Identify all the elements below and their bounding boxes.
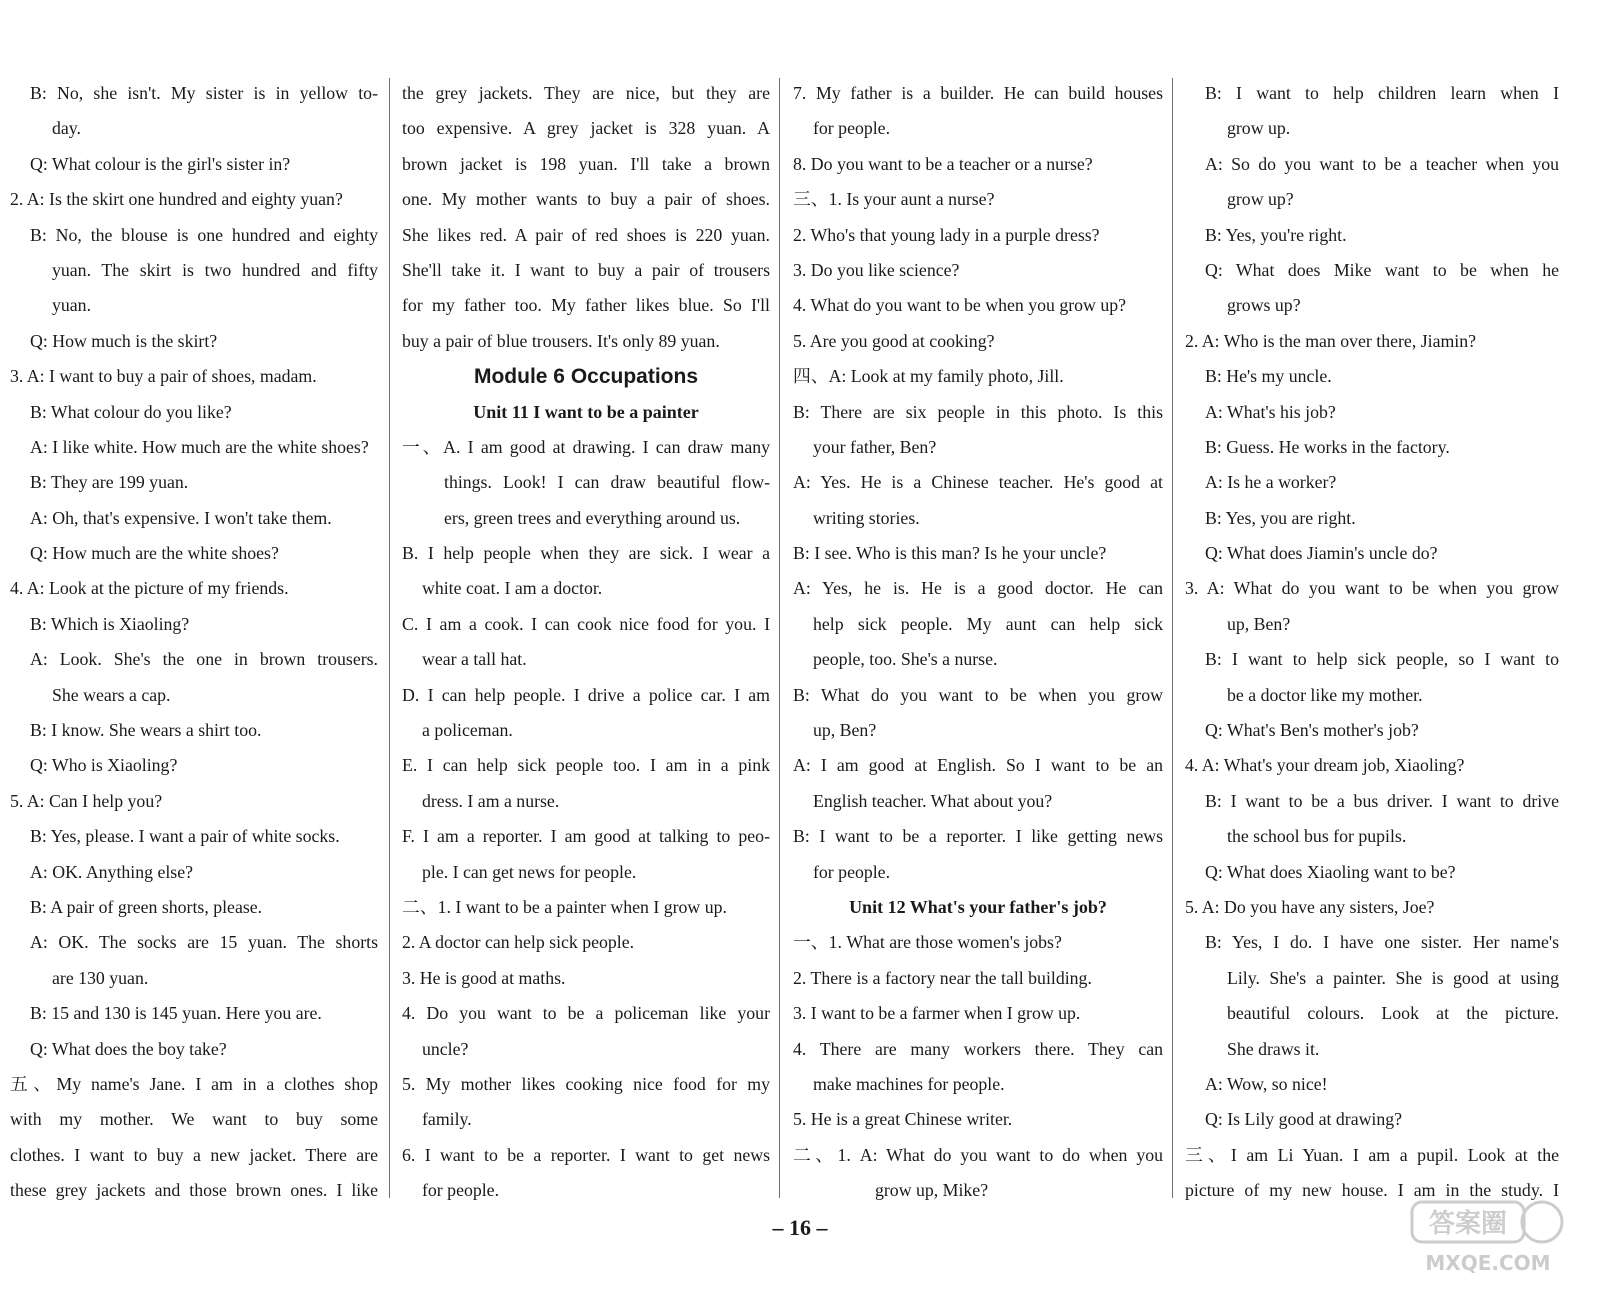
text-line: 4. There are many workers there. They can: [793, 1038, 1163, 1059]
text-line: dress. I am a nurse.: [422, 790, 560, 811]
text-line: 二、1. A: What do you want to do when you: [793, 1144, 1163, 1165]
text-line: English teacher. What about you?: [813, 790, 1053, 811]
text-line: A: Wow, so nice!: [1205, 1073, 1328, 1094]
text-line: Q: What's Ben's mother's job?: [1205, 720, 1419, 741]
text-line: 5. A: Do you have any sisters, Joe?: [1185, 896, 1435, 917]
text-line: She likes red. A pair of red shoes is 220 yuan.: [402, 224, 770, 245]
text-line: 8. Do you want to be a teacher or a nurse?: [793, 153, 1093, 174]
text-line: A: So do you want to be a teacher when you: [1205, 153, 1559, 174]
text-line: people, too. She's a nurse.: [813, 649, 998, 670]
text-line: 4. A: Look at the picture of my friends.: [10, 578, 289, 599]
watermark-text-cn: 答案圈: [1428, 1209, 1508, 1239]
text-line: up, Ben?: [1227, 613, 1291, 634]
text-line: B. I help people when they are sick. I wear a: [402, 543, 770, 564]
text-line: She'll take it. I want to buy a pair of trousers: [402, 259, 770, 280]
text-line: A: OK. Anything else?: [30, 861, 193, 882]
text-line: A: Yes. He is a Chinese teacher. He's good at: [793, 472, 1163, 493]
text-line: B: Yes, please. I want a pair of white socks.: [30, 826, 340, 847]
text-line: grows up?: [1227, 295, 1301, 316]
text-line: yuan.: [52, 295, 92, 316]
text-line: 5. He is a great Chinese writer.: [793, 1109, 1013, 1130]
text-line: B: I see. Who is this man? Is he your uncle?: [793, 543, 1107, 564]
text-line: B: Which is Xiaoling?: [30, 613, 190, 634]
text-line: 二、1. I want to be a painter when I grow up.: [402, 896, 727, 917]
text-line: 三、1. Is your aunt a nurse?: [793, 189, 995, 210]
text-line: brown jacket is 198 yuan. I'll take a brown: [402, 153, 770, 174]
text-line: 2. Who's that young lady in a purple dress?: [793, 224, 1100, 245]
text-line: day.: [52, 118, 81, 139]
text-line: ers, green trees and everything around us.: [444, 507, 741, 528]
text-line: 3. I want to be a farmer when I grow up.: [793, 1003, 1081, 1024]
text-line: C. I am a cook. I can cook nice food for you. I: [402, 613, 770, 634]
text-line: 6. I want to be a reporter. I want to get news: [402, 1144, 770, 1165]
text-line: B: Yes, I do. I have one sister. Her name's: [1205, 932, 1559, 953]
text-line: 3. He is good at maths.: [402, 967, 566, 988]
text-line: A: Look. She's the one in brown trousers.: [30, 649, 378, 670]
text-line: Q: Who is Xiaoling?: [30, 755, 178, 776]
text-line: picture of my new house. I am in the study. I: [1185, 1180, 1559, 1201]
text-line: B: What do you want to be when you grow: [793, 684, 1163, 705]
text-line: 五、My name's Jane. I am in a clothes shop: [10, 1073, 378, 1094]
text-line: the school bus for pupils.: [1227, 826, 1407, 847]
text-line: A: Yes, he is. He is a good doctor. He can: [793, 578, 1163, 599]
text-line: B: I know. She wears a shirt too.: [30, 720, 262, 741]
text-line: Q: What does the boy take?: [30, 1038, 227, 1059]
text-line: white coat. I am a doctor.: [422, 578, 603, 599]
text-line: buy a pair of blue trousers. It's only 89 yuan.: [402, 330, 720, 351]
text-column-4: [1185, 76, 1559, 1226]
column-divider: [779, 78, 780, 1198]
text-line: B: Yes, you are right.: [1205, 507, 1356, 528]
text-line: 一、A. I am good at drawing. I can draw many: [402, 436, 770, 457]
text-line: grow up, Mike?: [875, 1180, 989, 1201]
text-line: B: Yes, you're right.: [1205, 224, 1347, 245]
text-line: A: OK. The socks are 15 yuan. The shorts: [30, 932, 378, 953]
text-line: these grey jackets and those brown ones. I like: [10, 1180, 378, 1201]
text-line: 2. There is a factory near the tall building.: [793, 967, 1092, 988]
text-line: 3. Do you like science?: [793, 259, 960, 280]
text-line: Q: What does Mike want to be when he: [1205, 259, 1559, 280]
text-line: B: I want to be a bus driver. I want to drive: [1205, 790, 1559, 811]
text-line: Lily. She's a painter. She is good at using: [1227, 967, 1559, 988]
text-line: 3. A: I want to buy a pair of shoes, madam.: [10, 366, 317, 387]
text-line: 4. A: What's your dream job, Xiaoling?: [1185, 755, 1465, 776]
text-line: the grey jackets. They are nice, but they are: [402, 83, 770, 103]
text-line: for my father too. My father likes blue. So I'll: [402, 295, 770, 316]
text-line: 2. A: Is the skirt one hundred and eighty yuan?: [10, 189, 343, 210]
text-line: E. I can help sick people too. I am in a pink: [402, 755, 770, 776]
text-line: yuan. The skirt is two hundred and fifty: [52, 259, 378, 280]
text-line: with my mother. We want to buy some: [10, 1109, 378, 1130]
text-line: B: No, she isn't. My sister is in yellow to-: [30, 83, 378, 103]
text-line: A: I like white. How much are the white shoes?: [30, 436, 369, 457]
column-divider: [389, 78, 390, 1198]
text-line: Q: What colour is the girl's sister in?: [30, 153, 291, 174]
text-line: wear a tall hat.: [422, 649, 527, 670]
text-line: 4. Do you want to be a policeman like your: [402, 1003, 770, 1024]
text-column-2: [402, 76, 770, 1226]
text-line: B: There are six people in this photo. Is this: [793, 401, 1163, 422]
text-line: grow up?: [1227, 189, 1294, 210]
text-line: D. I can help people. I drive a police car. I am: [402, 684, 770, 705]
text-line: B: What colour do you like?: [30, 401, 232, 422]
text-line: clothes. I want to buy a new jacket. There are: [10, 1144, 378, 1165]
text-line: B: No, the blouse is one hundred and eighty: [30, 224, 378, 245]
text-line: Q: How much is the skirt?: [30, 330, 218, 351]
text-line: Q: How much are the white shoes?: [30, 543, 279, 564]
module-heading: Module 6 Occupations: [473, 365, 699, 389]
text-line: B: I want to help sick people, so I want to: [1205, 649, 1559, 670]
text-line: your father, Ben?: [813, 436, 937, 457]
text-line: B: Guess. He works in the factory.: [1205, 436, 1450, 457]
text-line: family.: [422, 1109, 472, 1130]
text-line: B: A pair of green shorts, please.: [30, 896, 263, 917]
text-line: B: They are 199 yuan.: [30, 472, 189, 493]
text-line: grow up.: [1227, 118, 1291, 139]
text-line: B: I want to help children learn when I: [1205, 83, 1559, 103]
text-line: one. My mother wants to buy a pair of shoes.: [402, 189, 770, 210]
watermark-text-url: MXQE.COM: [1425, 1251, 1551, 1275]
text-line: A: I am good at English. So I want to be an: [793, 755, 1163, 776]
watermark-logo: [1408, 1198, 1568, 1276]
text-line: 2. A: Who is the man over there, Jiamin?: [1185, 330, 1477, 351]
column-divider: [1172, 78, 1173, 1198]
text-line: She wears a cap.: [52, 684, 171, 705]
text-line: up, Ben?: [813, 720, 877, 741]
text-line: A: Is he a worker?: [1205, 472, 1337, 493]
text-line: uncle?: [422, 1038, 469, 1059]
text-line: are 130 yuan.: [52, 967, 149, 988]
text-line: writing stories.: [813, 507, 920, 528]
text-line: too expensive. A grey jacket is 328 yuan. A: [402, 118, 770, 139]
text-line: ple. I can get news for people.: [422, 861, 637, 882]
unit-heading: Unit 12 What's your father's job?: [849, 896, 1107, 917]
page-number: – 16 –: [772, 1215, 828, 1240]
text-line: F. I am a reporter. I am good at talking to peo-: [402, 826, 770, 847]
text-line: Q: What does Xiaoling want to be?: [1205, 861, 1456, 882]
text-column-1: [10, 76, 378, 1226]
text-line: 5. Are you good at cooking?: [793, 330, 995, 351]
text-line: for people.: [422, 1180, 500, 1201]
text-line: B: 15 and 130 is 145 yuan. Here you are.: [30, 1003, 322, 1024]
text-line: a policeman.: [422, 720, 513, 741]
text-line: A: What's his job?: [1205, 401, 1336, 422]
text-line: be a doctor like my mother.: [1227, 684, 1423, 705]
text-line: help sick people. My aunt can help sick: [813, 613, 1163, 634]
text-line: 2. A doctor can help sick people.: [402, 932, 635, 953]
text-line: for people.: [813, 861, 891, 882]
text-line: 5. My mother likes cooking nice food for my: [402, 1073, 770, 1094]
text-line: 三、I am Li Yuan. I am a pupil. Look at the: [1185, 1144, 1559, 1165]
text-line: things. Look! I can draw beautiful flow-: [444, 472, 770, 493]
text-line: 一、1. What are those women's jobs?: [793, 932, 1062, 953]
text-line: beautiful colours. Look at the picture.: [1227, 1003, 1559, 1024]
text-line: 3. A: What do you want to be when you grow: [1185, 578, 1559, 599]
text-line: 4. What do you want to be when you grow up?: [793, 295, 1127, 316]
text-line: Q: Is Lily good at drawing?: [1205, 1109, 1403, 1130]
text-line: She draws it.: [1227, 1038, 1320, 1059]
text-column-3: [793, 76, 1163, 1226]
text-line: 5. A: Can I help you?: [10, 790, 163, 811]
text-line: make machines for people.: [813, 1073, 1005, 1094]
text-line: 四、A: Look at my family photo, Jill.: [793, 366, 1064, 387]
text-line: B: I want to be a reporter. I like getting news: [793, 826, 1163, 847]
text-line: 7. My father is a builder. He can build houses: [793, 83, 1163, 103]
text-line: B: He's my uncle.: [1205, 366, 1332, 387]
text-line: A: Oh, that's expensive. I won't take them.: [30, 507, 332, 528]
unit-heading: Unit 11 I want to be a painter: [473, 401, 699, 422]
text-line: Q: What does Jiamin's uncle do?: [1205, 543, 1438, 564]
text-line: for people.: [813, 118, 891, 139]
